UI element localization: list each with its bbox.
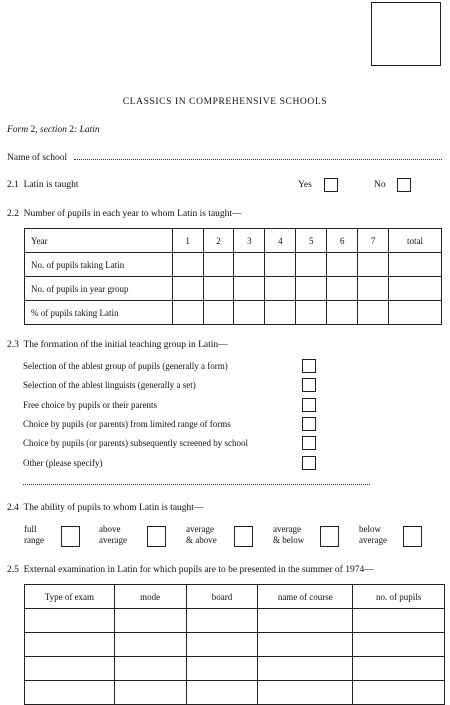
table-cell[interactable] xyxy=(265,301,296,325)
table-cell[interactable] xyxy=(234,301,265,325)
table-cell[interactable] xyxy=(358,301,389,325)
table-row xyxy=(25,609,445,633)
ability-label-line: full xyxy=(24,524,37,534)
header-name-of-course: name of course xyxy=(258,585,353,609)
table-cell[interactable] xyxy=(358,277,389,301)
ability-label-line: average xyxy=(359,535,387,545)
table-cell[interactable] xyxy=(114,633,186,657)
table-row xyxy=(25,681,445,705)
table-cell[interactable] xyxy=(25,657,115,681)
table-cell[interactable] xyxy=(265,277,296,301)
q21-number: 2.1 xyxy=(7,180,19,190)
q23-text: The formation of the initial teaching group in Latin— xyxy=(23,340,228,350)
option-limited-range: Choice by pupils (or parents) from limited range of forms xyxy=(23,419,231,429)
header-year: Year xyxy=(25,229,173,253)
table-cell[interactable] xyxy=(258,681,353,705)
row-label: % of pupils taking Latin xyxy=(25,301,173,325)
ability-label-line: below xyxy=(359,524,381,534)
ability-label-line: above xyxy=(99,524,121,534)
option-free-choice: Free choice by pupils or their parents xyxy=(23,400,157,410)
table-cell[interactable] xyxy=(265,253,296,277)
ability-label-line: range xyxy=(24,535,44,545)
table-cell[interactable] xyxy=(203,277,234,301)
table-cell[interactable] xyxy=(258,609,353,633)
header-year-6: 6 xyxy=(327,229,358,253)
ability-label-line: average xyxy=(273,524,301,534)
q23-label xyxy=(7,340,228,350)
table-cell[interactable] xyxy=(389,253,442,277)
header-year-1: 1 xyxy=(172,229,203,253)
q25-number: 2.5 xyxy=(7,565,19,575)
q24-number: 2.4 xyxy=(7,503,19,513)
ability-label-line: average xyxy=(99,535,127,545)
table-cell[interactable] xyxy=(203,301,234,325)
table-row xyxy=(25,253,442,277)
form-section-label: Form 2, section 2: Latin xyxy=(7,125,100,135)
table-cell[interactable] xyxy=(186,657,258,681)
pupils-per-year-table xyxy=(24,228,442,325)
ability-full-range-box[interactable] xyxy=(61,526,80,547)
ability-average-above-label xyxy=(186,524,217,546)
table-cell[interactable] xyxy=(234,277,265,301)
yes-checkbox[interactable] xyxy=(324,178,338,192)
table-cell[interactable] xyxy=(358,253,389,277)
table-cell[interactable] xyxy=(172,277,203,301)
ability-full-range-label xyxy=(24,524,44,546)
table-row xyxy=(25,633,445,657)
external-exam-table xyxy=(24,584,445,705)
ability-average-below-box[interactable] xyxy=(320,526,339,547)
table-cell[interactable] xyxy=(25,609,115,633)
header-year-3: 3 xyxy=(234,229,265,253)
table-cell[interactable] xyxy=(327,253,358,277)
table-cell[interactable] xyxy=(25,681,115,705)
ability-label-line: average xyxy=(186,524,214,534)
option-ablest-linguists: Selection of the ablest linguists (generally a set) xyxy=(23,380,196,390)
table-cell[interactable] xyxy=(186,681,258,705)
form-number: 2 xyxy=(30,125,36,135)
header-total: total xyxy=(389,229,442,253)
header-year-2: 2 xyxy=(203,229,234,253)
ability-above-average-box[interactable] xyxy=(147,526,166,547)
table-cell[interactable] xyxy=(389,301,442,325)
q24-label xyxy=(7,503,203,513)
ability-below-average-box[interactable] xyxy=(403,526,422,547)
ability-label-line: & above xyxy=(186,535,217,545)
table-cell[interactable] xyxy=(172,301,203,325)
table-cell[interactable] xyxy=(353,633,445,657)
header-year-7: 7 xyxy=(358,229,389,253)
q22-text: Number of pupils in each year to whom Latin is taught— xyxy=(23,209,242,219)
table-cell[interactable] xyxy=(114,609,186,633)
table-cell[interactable] xyxy=(353,681,445,705)
header-board: board xyxy=(186,585,258,609)
school-name-label: Name of school xyxy=(7,153,68,163)
school-name-field[interactable] xyxy=(74,159,442,160)
option-ablest-group: Selection of the ablest group of pupils (generally a form) xyxy=(23,361,228,371)
no-label: No xyxy=(374,180,386,190)
option-other: Other (please specify) xyxy=(23,458,103,468)
header-type-of-exam: Type of exam xyxy=(25,585,115,609)
row-label: No. of pupils taking Latin xyxy=(25,253,173,277)
subject-label: Latin xyxy=(79,125,100,135)
table-cell[interactable] xyxy=(296,277,327,301)
table-cell[interactable] xyxy=(296,253,327,277)
checkbox-free-choice[interactable] xyxy=(302,398,316,412)
ability-average-above-box[interactable] xyxy=(234,526,253,547)
table-cell[interactable] xyxy=(25,633,115,657)
ability-label-line: & below xyxy=(273,535,305,545)
other-specify-field[interactable] xyxy=(23,484,370,485)
header-mode: mode xyxy=(114,585,186,609)
table-row xyxy=(25,277,442,301)
option-screened: Choice by pupils (or parents) subsequently screened by school xyxy=(23,438,248,448)
checkbox-ablest-group[interactable] xyxy=(302,359,316,373)
q22-label xyxy=(7,209,242,219)
form-label: Form xyxy=(7,125,29,135)
q22-number: 2.2 xyxy=(7,209,19,219)
table-cell[interactable] xyxy=(353,609,445,633)
table-cell[interactable] xyxy=(258,657,353,681)
table-header-row xyxy=(25,229,442,253)
checkbox-screened[interactable] xyxy=(302,436,316,450)
table-row xyxy=(25,301,442,325)
ability-below-average-label xyxy=(359,524,387,546)
checkbox-other[interactable] xyxy=(302,456,316,470)
header-no-of-pupils: no. of pupils xyxy=(353,585,445,609)
table-cell[interactable] xyxy=(353,657,445,681)
q23-number: 2.3 xyxy=(7,340,19,350)
q21-label xyxy=(7,180,79,190)
header-year-5: 5 xyxy=(296,229,327,253)
yes-label: Yes xyxy=(298,180,312,190)
table-cell[interactable] xyxy=(203,253,234,277)
table-cell[interactable] xyxy=(296,301,327,325)
ability-above-average-label xyxy=(99,524,127,546)
table-cell[interactable] xyxy=(114,657,186,681)
table-cell[interactable] xyxy=(327,277,358,301)
table-cell[interactable] xyxy=(186,609,258,633)
official-use-box xyxy=(371,2,441,66)
no-checkbox[interactable] xyxy=(397,178,411,192)
q25-text: External examination in Latin for which pupils are to be presented in the summer of 1974— xyxy=(23,565,374,575)
table-cell[interactable] xyxy=(258,633,353,657)
table-cell[interactable] xyxy=(327,301,358,325)
table-row xyxy=(25,657,445,681)
q25-label xyxy=(7,565,374,575)
section-label: section xyxy=(40,125,67,135)
table-cell[interactable] xyxy=(172,253,203,277)
table-cell[interactable] xyxy=(234,253,265,277)
row-label: No. of pupils in year group xyxy=(25,277,173,301)
checkbox-limited-range[interactable] xyxy=(302,417,316,431)
section-number: 2 xyxy=(69,125,75,135)
header-year-4: 4 xyxy=(265,229,296,253)
q24-text: The ability of pupils to whom Latin is taught— xyxy=(23,503,204,513)
q21-text: Latin is taught xyxy=(23,180,79,190)
table-header-row xyxy=(25,585,445,609)
page-title: CLASSICS IN COMPREHENSIVE SCHOOLS xyxy=(122,97,328,107)
ability-average-below-label xyxy=(273,524,304,546)
checkbox-ablest-linguists[interactable] xyxy=(302,378,316,392)
table-cell[interactable] xyxy=(186,633,258,657)
table-cell[interactable] xyxy=(114,681,186,705)
table-cell[interactable] xyxy=(389,277,442,301)
